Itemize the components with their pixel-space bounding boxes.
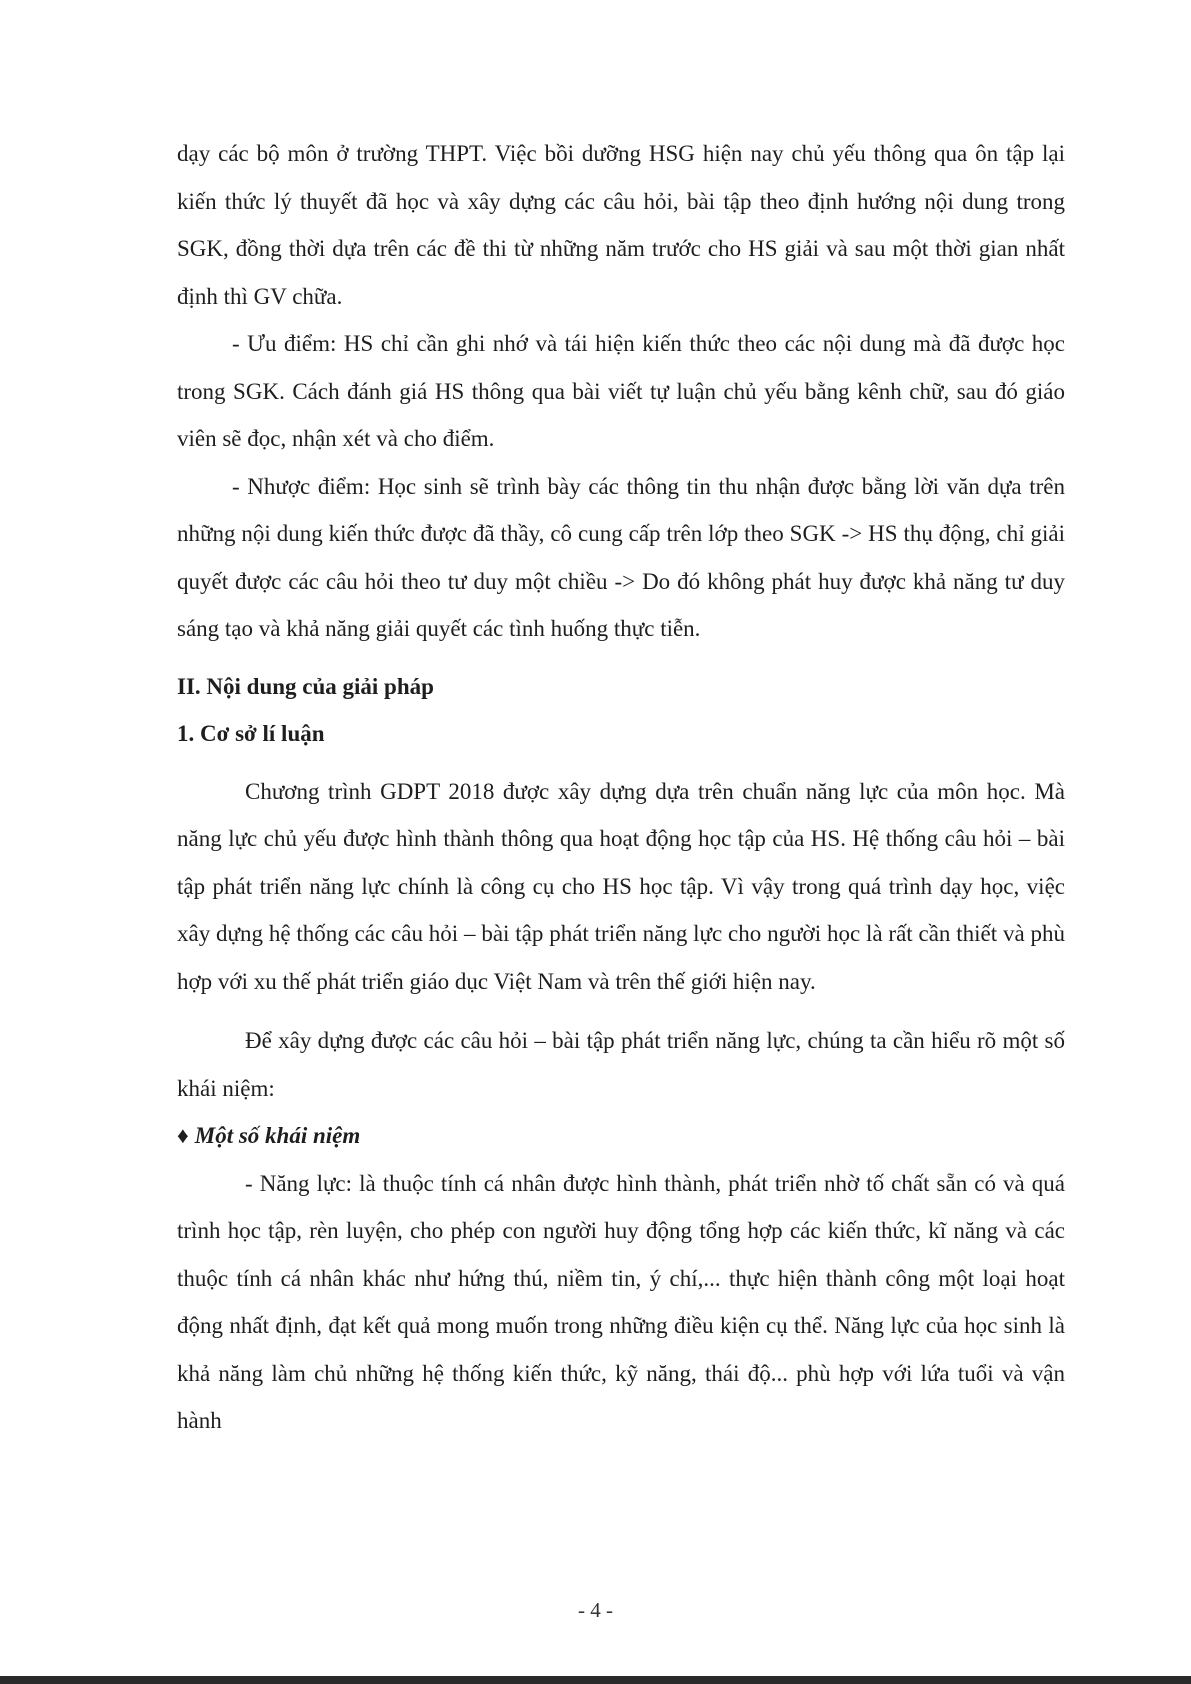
section-heading: II. Nội dung của giải pháp: [177, 673, 434, 699]
subsection-heading: 1. Cơ sở lí luận: [177, 721, 325, 746]
paragraph-continuation: dạy các bộ môn ở trường THPT. Việc bồi dưỡng HSG hiện nay chủ yếu thông qua ôn tập lại kiến thức lý thuyết đã học và xây dựng các câu hỏi, bài tập theo định hướng nội dung trong SGK, đồng thời dựa trên các đề thi từ những năm trước cho HS giải và sau một thời gian nhất định thì GV chữa.: [177, 141, 1065, 309]
paragraph-advantages: - Ưu điểm: HS chỉ cần ghi nhớ và tái hiện kiến thức theo các nội dung mà đã được học trong SGK. Cách đánh giá HS thông qua bài viết tự luận chủ yếu bằng kênh chữ, sau đó giáo viên sẽ đọc, nhận xét và cho điểm.: [177, 331, 1065, 451]
scan-bottom-edge: [0, 1676, 1191, 1684]
diamond-bullet-icon: ♦: [177, 1123, 189, 1148]
concepts-heading: [177, 1112, 1065, 1160]
paragraph-concepts-intro: Để xây dựng được các câu hỏi – bài tập phát triển năng lực, chúng ta cần hiểu rõ một số khái niệm:: [177, 1028, 1065, 1101]
paragraph-theory: Chương trình GDPT 2018 được xây dựng dựa trên chuẩn năng lực của môn học. Mà năng lực chủ yếu được hình thành thông qua hoạt động học tập của HS. Hệ thống câu hỏi – bài tập phát triển năng lực chính là công cụ cho HS học tập. Vì vậy trong quá trình dạy học, việc xây dựng hệ thống các câu hỏi – bài tập phát triển năng lực cho người học là rất cần thiết và phù hợp với xu thế phát triển giáo dục Việt Nam và trên thế giới hiện nay.: [177, 778, 1065, 994]
paragraph-disadvantages: - Nhược điểm: Học sinh sẽ trình bày các thông tin thu nhận được bằng lời văn dựa trên những nội dung kiến thức được đã thầy, cô cung cấp trên lớp theo SGK -> HS thụ động, chỉ giải quyết được các câu hỏi theo tư duy một chiều -> Do đó không phát huy được khả năng tư duy sáng tạo và khả năng giải quyết các tình huống thực tiễn.: [177, 473, 1065, 641]
page-number: - 4 -: [578, 1598, 613, 1622]
page-body: [177, 130, 1065, 1445]
paragraph-competence-definition: - Năng lực: là thuộc tính cá nhân được hình thành, phát triển nhờ tố chất sẵn có và quá trình học tập, rèn luyện, cho phép con người huy động tổng hợp các kiến thức, kĩ năng và các thuộc tính cá nhân khác như hứng thú, niềm tin, ý chí,... thực hiện thành công một loại hoạt động nhất định, đạt kết quả mong muốn trong những điều kiện cụ thể. Năng lực của học sinh là khả năng làm chủ những hệ thống kiến thức, kỹ năng, thái độ... phù hợp với lứa tuổi và vận hành: [177, 1170, 1065, 1433]
concepts-heading-text: Một số khái niệm: [194, 1123, 361, 1148]
